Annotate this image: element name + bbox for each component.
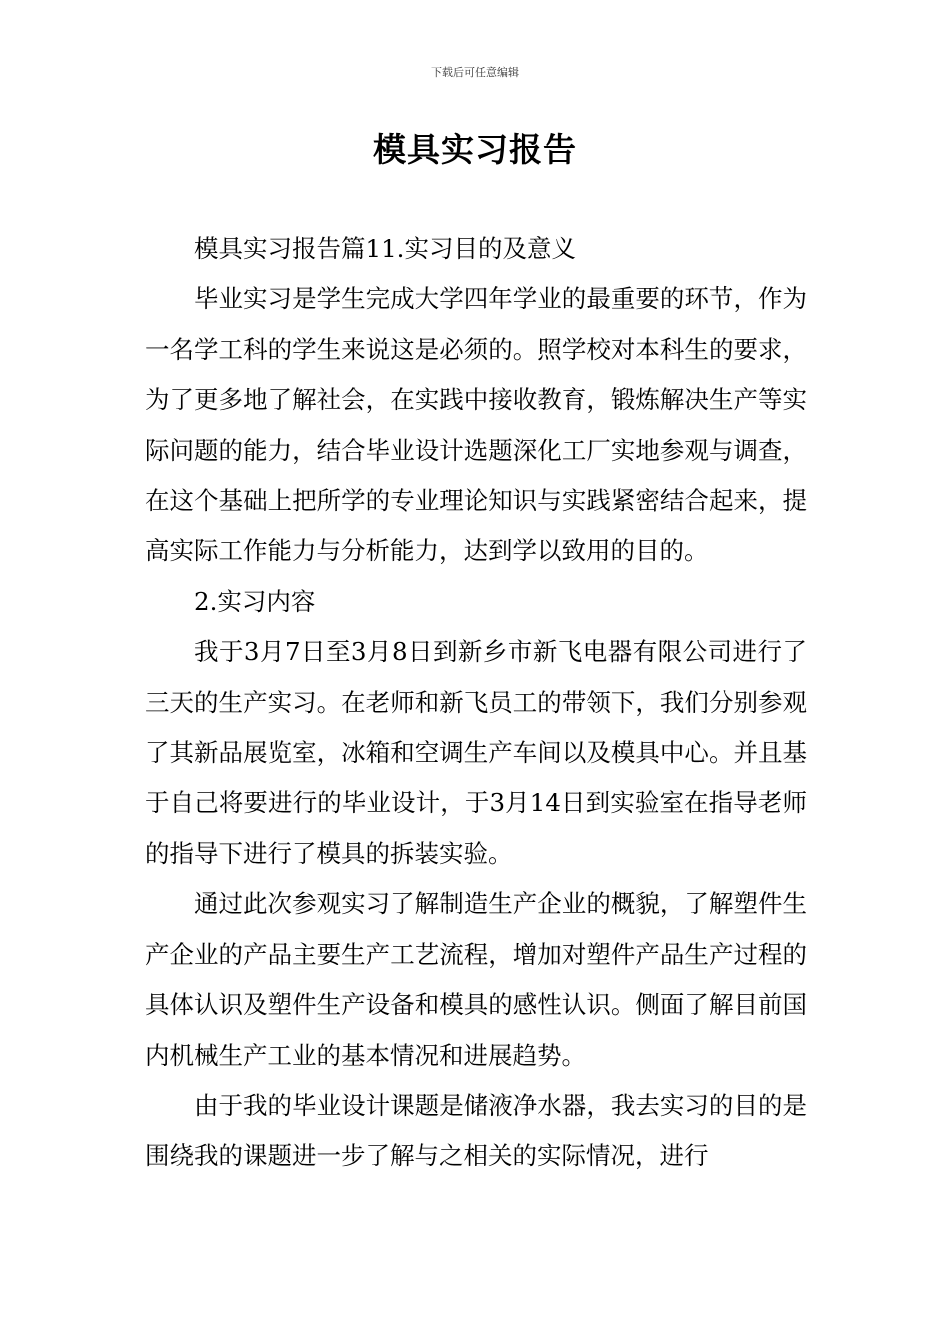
paragraph-section-heading-1: 模具实习报告篇11.实习目的及意义 bbox=[194, 234, 576, 263]
document-title: 模具实习报告 bbox=[373, 130, 577, 169]
paragraph-content-understanding: 通过此次参观实习了解制造生产企业的概貌，了解塑件生产企业的产品主要生产工艺流程，增加对塑件产品生产过程的具体认识及塑件生产设备和模具的感性认识。侧面了解目前国内机械生产工业的基本情况和进展趋势。 bbox=[145, 889, 807, 1070]
document-body bbox=[145, 224, 807, 1182]
paragraph-content-thesis: 由于我的毕业设计课题是储液净水器，我去实习的目的是围绕我的课题进一步了解与之相关的实际情况，进行 bbox=[145, 1090, 807, 1171]
paragraph-purpose: 毕业实习是学生完成大学四年学业的最重要的环节，作为一名学工科的学生来说这是必须的。照学校对本科生的要求，为了更多地了解社会，在实践中接收教育，锻炼解决生产等实际问题的能力，结合毕业设计选题深化工厂实地参观与调查，在这个基础上把所学的专业理论知识与实践紧密结合起来，提高实际工作能力与分析能力，达到学以致用的目的。 bbox=[145, 284, 807, 566]
paragraph-section-heading-2: 2.实习内容 bbox=[194, 586, 316, 616]
paragraph-content-visit: 我于3月7日至3月8日到新乡市新飞电器有限公司进行了三天的生产实习。在老师和新飞员工的带领下，我们分别参观了其新品展览室，冰箱和空调生产车间以及模具中心。并且基于自己将要进行的毕业设计，于3月14日到实验室在指导老师的指导下进行了模具的拆装实验。 bbox=[145, 637, 807, 868]
header-note: 下载后可任意编辑 bbox=[431, 66, 519, 79]
